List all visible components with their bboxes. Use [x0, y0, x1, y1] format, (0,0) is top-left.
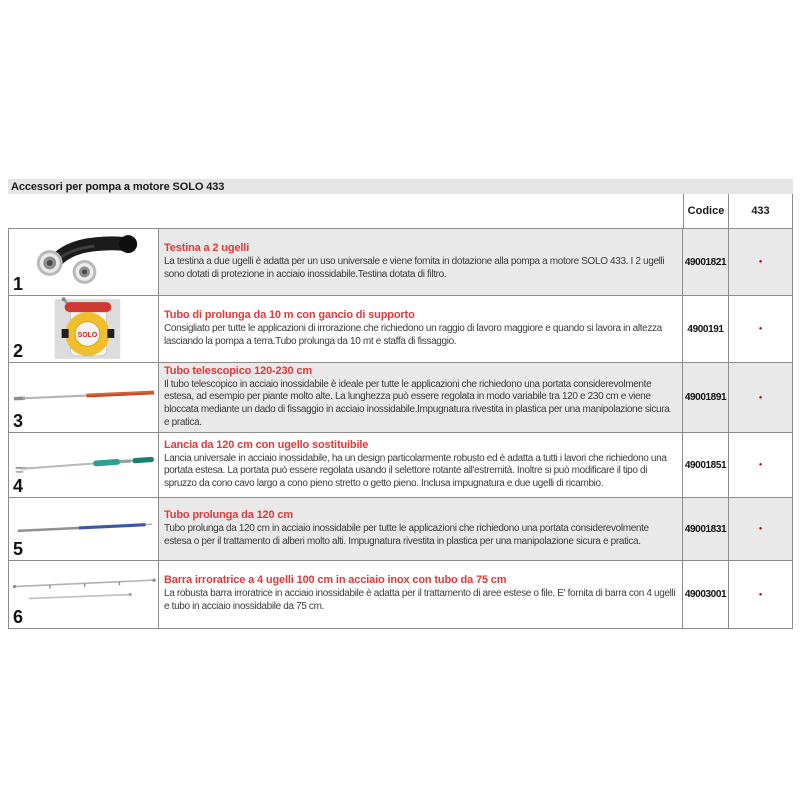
product-photo-cell — [9, 561, 159, 628]
product-title: Barra irroratrice a 4 ugelli 100 cm in acciaio inox con tubo da 75 cm — [164, 574, 507, 587]
availability-dot: ● — [758, 526, 763, 532]
availability-dot: ● — [758, 591, 763, 598]
accessories-table — [8, 228, 793, 629]
product-title: Tubo prolunga da 120 cm — [164, 508, 293, 521]
row-number: 3 — [13, 411, 24, 431]
section-title: Accessori per pompa a motore SOLO 433 — [11, 180, 225, 193]
availability-dot: ● — [758, 394, 763, 401]
product-code: 49001891 — [684, 392, 727, 403]
product-info-cell — [159, 498, 683, 560]
product-info-cell — [159, 296, 683, 362]
row-number: 4 — [13, 476, 24, 496]
availability-cell — [729, 296, 792, 362]
table-row — [9, 229, 792, 296]
table-row — [9, 296, 792, 363]
product-title: Tubo di prolunga da 10 m con gancio di supporto — [164, 308, 415, 321]
availability-cell — [729, 433, 792, 497]
availability-cell — [729, 498, 792, 560]
product-info-cell — [159, 363, 683, 432]
product-code-cell — [683, 296, 729, 362]
product-photo-cell — [9, 433, 159, 497]
product-code-cell — [683, 363, 729, 432]
product-code: 49001831 — [684, 523, 727, 535]
coiled-yellow-hose-on-pump-photo — [9, 296, 158, 362]
table-row — [9, 561, 792, 628]
product-code: 49001851 — [684, 459, 727, 471]
telescopic-tube-photo — [9, 363, 158, 432]
product-code-cell — [683, 561, 729, 628]
product-title: Tubo telescopico 120-230 cm — [164, 364, 312, 377]
product-title: Testina a 2 ugelli — [164, 241, 250, 254]
availability-cell — [729, 363, 792, 432]
product-info-cell — [159, 433, 683, 497]
availability-dot: ● — [758, 326, 763, 332]
product-description: La robusta barra irroratrice in acciaio inossidabile è adatta per il trattamento di aree estese o file. E' fornita di barra con 4 ugelli e tubo in acciaio inossidabile da 75 cm. — [164, 588, 676, 612]
spray-lance-photo — [9, 433, 158, 497]
column-header-433: 433 — [729, 194, 793, 228]
product-photo-cell — [9, 498, 159, 560]
solo-brand-label: SOLO — [77, 331, 98, 339]
product-description: La testina a due ugelli è adatta per un uso universale e viene fornita in dotazione alla pompa a motore SOLO 433. I 2 ugelli sono dotati di protezione in acciaio inossidabile.Testina dotata di filtro. — [164, 255, 665, 280]
product-title: Lancia da 120 cm con ugello sostituibile — [164, 438, 369, 451]
table-row — [9, 498, 792, 561]
row-number: 5 — [13, 539, 24, 559]
availability-dot: ● — [758, 259, 763, 265]
two-nozzle-spray-head-photo — [9, 229, 158, 295]
product-description: Tubo prolunga da 120 cm in acciaio inossidabile per tutte le applicazioni che richiedono una portata considerevolmente estesa o per il trattamento di alberi molto alti. Impugnatura rivestita in plastica per una manipolazione sicura e pratica. — [164, 522, 649, 547]
product-code: 49003001 — [684, 589, 727, 600]
product-code: 49001821 — [684, 256, 727, 268]
availability-dot: ● — [758, 462, 763, 468]
product-photo-cell — [9, 229, 159, 295]
product-code-cell — [683, 498, 729, 560]
table-header — [683, 194, 793, 228]
extension-tube-photo — [9, 498, 158, 560]
availability-cell — [729, 561, 792, 628]
row-number: 2 — [13, 341, 24, 361]
product-photo-cell — [9, 363, 159, 432]
product-info-cell — [159, 229, 683, 295]
availability-cell — [729, 229, 792, 295]
product-description: Consigliato per tutte le applicazioni di irrorazione che richiedono un raggio di lavoro maggiore e quando si lavora in altezza lasciando la pompa a terra.Tubo prolunga da 10 mt e staffa di fissaggio. — [164, 322, 662, 347]
product-photo-cell — [9, 296, 159, 362]
product-info-cell — [159, 561, 683, 628]
product-code-cell — [683, 433, 729, 497]
section-title-bar — [8, 179, 793, 194]
product-code: 4900191 — [687, 323, 724, 335]
row-number: 1 — [13, 274, 24, 294]
table-row — [9, 363, 792, 433]
column-header-codice: Codice — [683, 194, 729, 228]
table-row — [9, 433, 792, 498]
product-code-cell — [683, 229, 729, 295]
product-description: Il tubo telescopico in acciaio inossidabile è ideale per tutte le applicazioni che richiedono una portata considerevolmente estesa, ad esempio per piante molto alte. La lunghezza può essere regolata in modo variabile tra 120 e 230 cm e viene bloccata mediante un dado di fissaggio in acciaio inossidabile.Impugnatura rivestita in plastica per una manipolazione sicura e pratica. — [164, 378, 670, 428]
product-description: Lancia universale in acciaio inossidabile, ha un design particolarmente robusto ed è adatta a tutti i lavori che richiedono una portata estesa. La portata può essere regolata usando il selettore rotante all'estremità. Inoltre si può modificare il tipo di spruzzo da cono cavo largo a cono pieno stretto o getto pieno. Inclusa impugnatura e due ugelli di ricambio. — [164, 452, 667, 489]
four-nozzle-spray-bar-photo — [9, 561, 158, 628]
row-number: 6 — [13, 607, 24, 627]
